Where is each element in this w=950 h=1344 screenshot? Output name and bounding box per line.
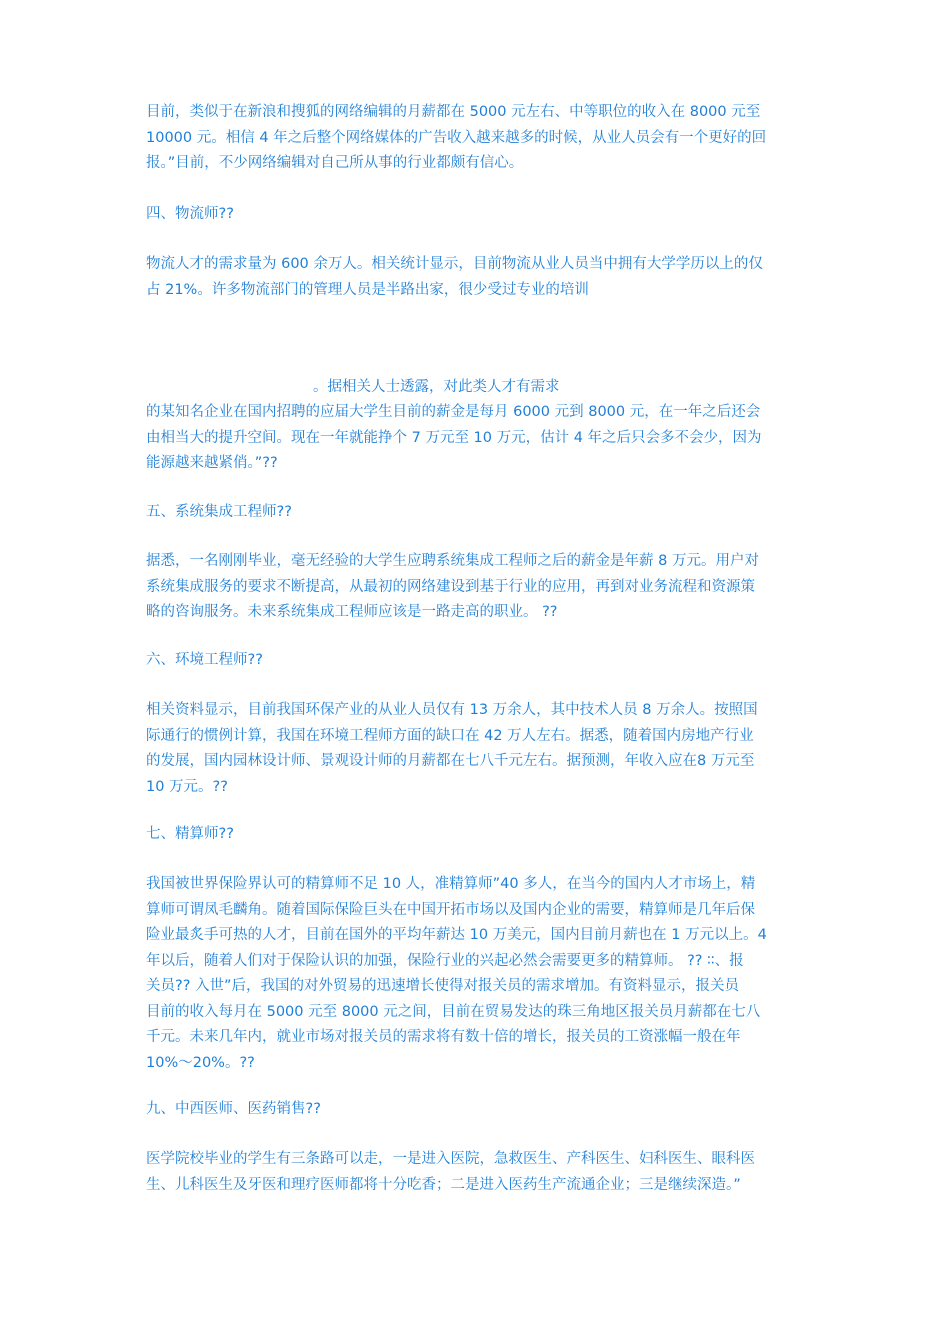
fragment-line: 。据相关人士透露，对此类人才有需求 [313, 379, 560, 395]
text-line: 略的咨询服务。未来系统集成工程师应该是一路走高的职业。 ?? [146, 604, 558, 620]
text-line: 际通行的惯例计算，我国在环境工程师方面的缺口在 42 万人左右。据悉，随着国内房地产行业 [146, 727, 754, 744]
text-line: 由相当大的提升空间。现在一年就能挣个 7 万元至 10 万元，估计 4 年之后只会多不会少，因为 [146, 429, 762, 446]
text-line: 报。”目前，不少网络编辑对自己所从事的行业都颇有信心。 [146, 155, 524, 171]
text-line: 10000 元。相信 4 年之后整个网络媒体的广告收入越来越多的时候，从业人员会有一个更好的回 [146, 129, 767, 146]
paragraph-logistics [146, 252, 814, 303]
text-line: 系统集成服务的要求不断提高，从最初的网络建设到基于行业的应用，再到对业务流程和资源策 [146, 578, 755, 595]
text-line: 我国被世界保险界认可的精算师不足 10 人，准精算师”40 多人，在当今的国内人才市场上，精 [146, 876, 756, 892]
paragraph-environment [146, 698, 814, 800]
paragraph-medicine [146, 1147, 814, 1198]
text-line: 目前，类似于在新浪和搜狐的网络编辑的月薪都在 5000 元左右、中等职位的收入在 8000 元至 [146, 104, 761, 120]
section-heading-system-integration [146, 500, 814, 526]
text-line: 10 万元。?? [146, 778, 228, 795]
paragraph-intro [146, 100, 814, 177]
section-heading-actuary [146, 822, 814, 848]
text-line: 的某知名企业在国内招聘的应届大学生目前的薪金是每月 6000 元到 8000 元，在一年之后还会 [146, 404, 761, 420]
text-line: 年以后，随着人们对于保险认识的加强，保险行业的兴起必然会需要更多的精算师。 ?? ∶∶、报 [146, 952, 744, 969]
text-line: 10%～20%。?? [146, 1054, 255, 1071]
text-line: 关员?? 入世”后，我国的对外贸易的迅速增长使得对报关员的需求增加。有资料显示，报关员 [146, 978, 740, 994]
text-line: 目前的收入每月在 5000 元至 8000 元之间，目前在贸易发达的珠三角地区报关员月薪都在七八 [146, 1003, 761, 1020]
paragraph-logistics-continued [146, 400, 814, 477]
text-line: 占 21%。许多物流部门的管理人员是半路出家，很少受过专业的培训 [146, 281, 589, 298]
text-line: 的发展，国内园林设计师、景观设计师的月薪都在七八千元左右。据预测，年收入应在8 万元至 [146, 753, 755, 769]
text-line: 物流人才的需求量为 600 余万人。相关统计显示，目前物流从业人员当中拥有大学学历以上的仅 [146, 256, 763, 272]
text-line: 能源越来越紧俏。”?? [146, 455, 278, 471]
heading-text: 四、物流师?? [146, 206, 234, 222]
paragraph-actuary [146, 872, 814, 1076]
text-line: 险业最炙手可热的人才，目前在国外的平均年薪达 10 万美元，国内目前月薪也在 1 万元以上。4 [146, 927, 767, 943]
section-heading-logistics [146, 202, 814, 228]
text-line: 医学院校毕业的学生有三条路可以走，一是进入医院，急救医生、产科医生、妇科医生、眼科医 [146, 1151, 755, 1167]
section-heading-medicine [146, 1097, 814, 1123]
heading-text: 五、系统集成工程师?? [146, 504, 292, 520]
text-line: 相关资料显示，目前我国环保产业的从业人员仅有 13 万余人，其中技术人员 8 万余人。按照国 [146, 702, 758, 718]
text-line: 据悉，一名刚刚毕业，毫无经验的大学生应聘系统集成工程师之后的薪金是年薪 8 万元。用户对 [146, 553, 759, 569]
heading-text: 六、环境工程师?? [146, 652, 263, 668]
heading-text: 七、精算师?? [146, 826, 234, 842]
heading-text: 九、中西医师、医药销售?? [146, 1101, 321, 1117]
paragraph-system-integration [146, 549, 814, 626]
text-line: 千元。未来几年内，就业市场对报关员的需求将有数十倍的增长，报关员的工资涨幅一般在年 [146, 1029, 741, 1045]
text-line: 生、儿科医生及牙医和理疗医师都将十分吃香；二是进入医药生产流通企业；三是继续深造。” [146, 1176, 741, 1193]
text-line: 算师可谓凤毛麟角。随着国际保险巨头在中国开拓市场以及国内企业的需要，精算师是几年后保 [146, 901, 755, 918]
section-heading-environment [146, 648, 814, 674]
